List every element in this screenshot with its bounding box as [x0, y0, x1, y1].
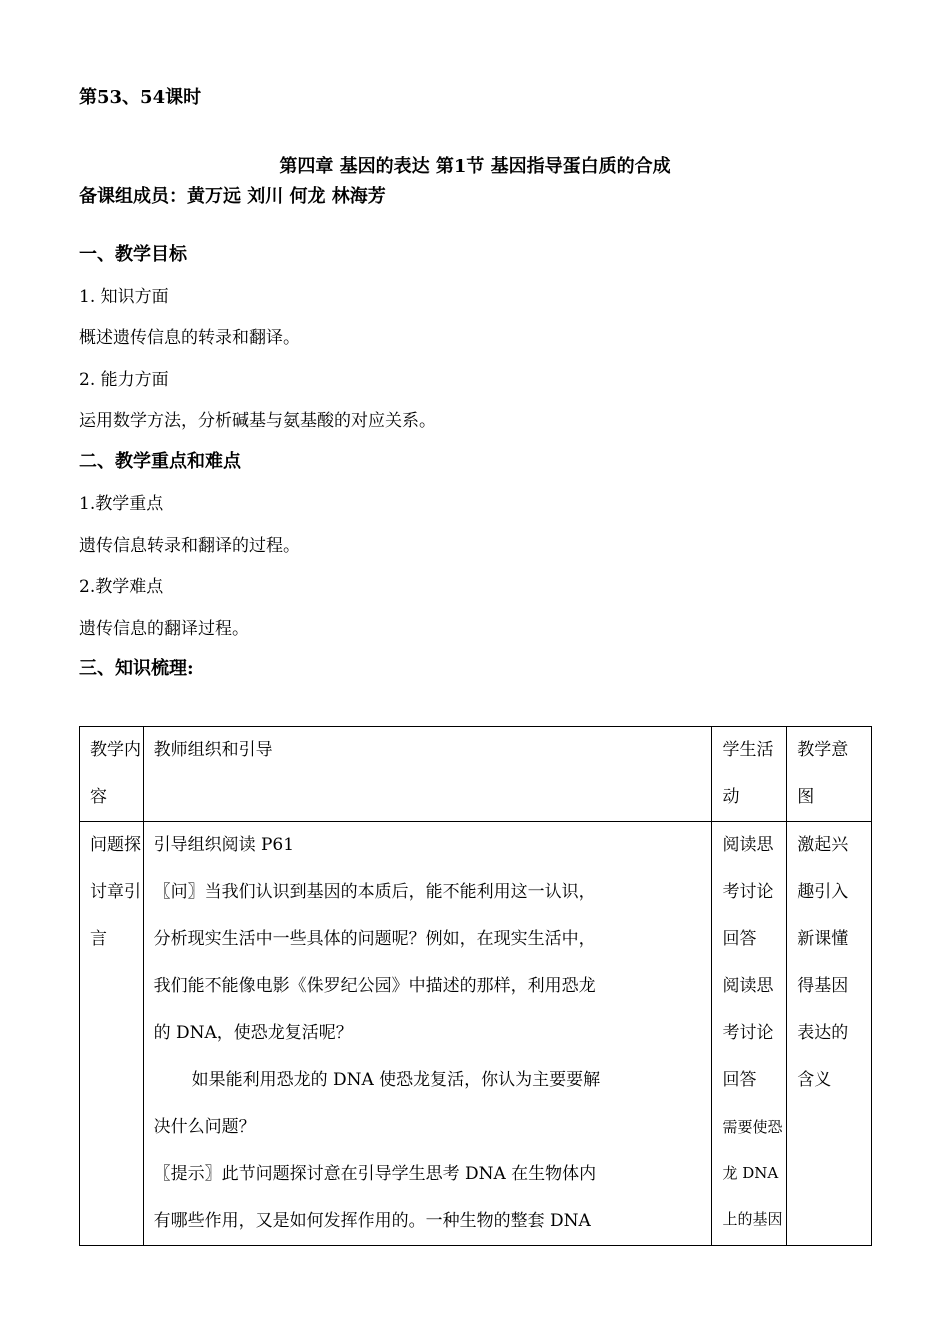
- header-student-line: 学生活: [722, 740, 774, 760]
- intent-line: 趣引入: [797, 882, 849, 902]
- student-line: 上的基因: [722, 1210, 783, 1228]
- intent-line: 新课懂: [797, 929, 849, 949]
- group-members: 备课组成员：黄万远 刘川 何龙 林海芳: [79, 186, 386, 207]
- content-line: 问题探: [90, 835, 141, 855]
- content-line: 言: [90, 929, 107, 949]
- header-teacher: [143, 727, 712, 822]
- intent-line: 激起兴: [797, 835, 849, 855]
- row-intent-cell: [787, 822, 872, 1246]
- teacher-line: 决什么问题？: [153, 1117, 256, 1137]
- header-content: [80, 727, 144, 822]
- chapter-title: 第四章 基因的表达 第1节 基因指导蛋白质的合成: [279, 156, 671, 177]
- teacher-line: 我们能不能像电影《侏罗纪公园》中描述的那样，利用恐龙: [153, 976, 596, 996]
- student-line: 阅读思: [722, 835, 774, 855]
- intent-line: 含义: [797, 1070, 832, 1090]
- intent-line: 表达的: [797, 1023, 849, 1043]
- key-point-label: 1.教学重点: [79, 494, 164, 514]
- row-teacher-cell: [143, 822, 712, 1246]
- header-student: [712, 727, 787, 822]
- knowledge-sort-heading: 三、知识梳理:: [79, 658, 194, 679]
- student-line: 考讨论: [722, 882, 774, 902]
- teacher-line: 分析现实生活中一些具体的问题呢？例如，在现实生活中，: [153, 929, 596, 949]
- header-intent-line: 图: [797, 787, 815, 807]
- teacher-line: 如果能利用恐龙的 DNA 使恐龙复活，你认为主要要解: [191, 1070, 601, 1090]
- student-line: 龙 DNA: [722, 1164, 779, 1182]
- teacher-line: 的 DNA，使恐龙复活呢？: [153, 1023, 353, 1043]
- goals-heading: 一、教学目标: [79, 244, 187, 265]
- row-student-cell: [712, 822, 787, 1246]
- ability-text: 运用数学方法，分析碱基与氨基酸的对应关系。: [79, 411, 436, 431]
- table-row: [80, 822, 872, 1246]
- header-content-line: 容: [90, 787, 107, 807]
- teacher-line: 引导组织阅读 P61: [153, 835, 295, 855]
- header-teacher-line: 教师组织和引导: [153, 740, 273, 760]
- row-content-cell: [80, 822, 144, 1246]
- lesson-plan-table: [79, 726, 872, 1246]
- header-intent-line: 教学意: [797, 740, 849, 760]
- teacher-line: 〖问〗当我们认识到基因的本质后，能不能利用这一认识，: [153, 882, 596, 902]
- difficulty-label: 2.教学难点: [79, 577, 164, 597]
- table-header-row: [80, 727, 872, 822]
- student-line: 考讨论: [722, 1023, 774, 1043]
- teacher-line: 有哪些作用，又是如何发挥作用的。一种生物的整套 DNA: [153, 1211, 591, 1231]
- knowledge-label: 1. 知识方面: [79, 287, 169, 307]
- student-line: 需要使恐: [722, 1118, 783, 1136]
- lesson-number: 第53、54课时: [79, 87, 202, 108]
- student-line: 阅读思: [722, 976, 774, 996]
- header-student-line: 动: [722, 787, 740, 807]
- key-heading: 二、教学重点和难点: [79, 451, 241, 472]
- intent-line: 得基因: [797, 976, 849, 996]
- content-line: 讨章引: [90, 882, 141, 902]
- student-line: 回答: [722, 1070, 757, 1090]
- key-point-text: 遗传信息转录和翻译的过程。: [79, 536, 300, 556]
- knowledge-text: 概述遗传信息的转录和翻译。: [79, 328, 300, 348]
- header-intent: [787, 727, 872, 822]
- difficulty-text: 遗传信息的翻译过程。: [79, 619, 249, 639]
- student-line: 回答: [722, 929, 757, 949]
- ability-label: 2. 能力方面: [79, 370, 169, 390]
- header-content-line: 教学内: [90, 740, 141, 760]
- teacher-line: 〖提示〗此节问题探讨意在引导学生思考 DNA 在生物体内: [153, 1164, 597, 1184]
